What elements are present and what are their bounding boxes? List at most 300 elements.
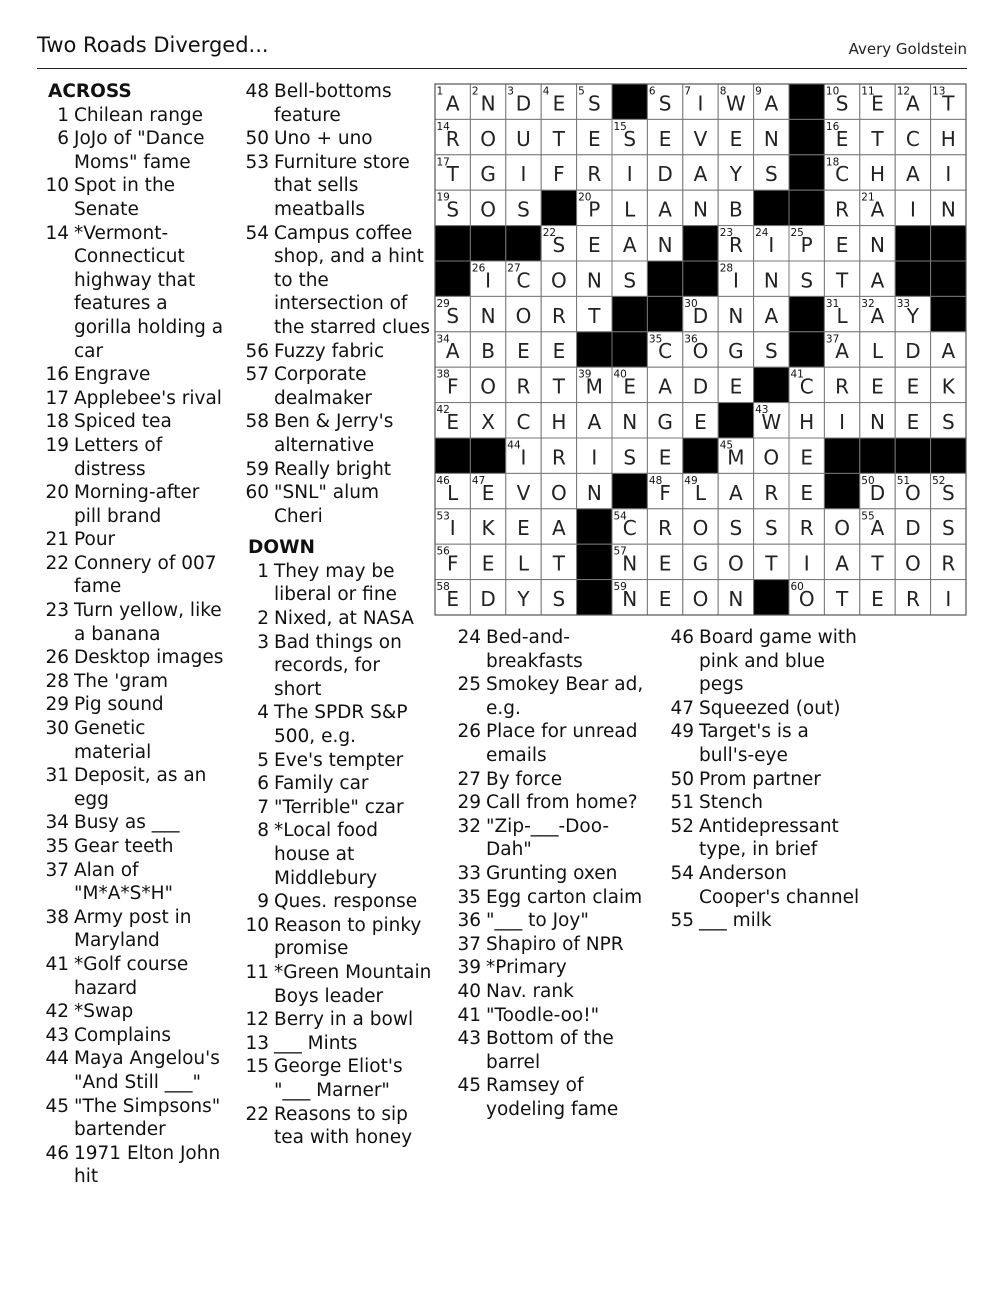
grid-cell[interactable] (789, 438, 824, 473)
grid-cell[interactable] (577, 296, 612, 331)
grid-cell[interactable] (647, 403, 682, 438)
cell-letter: C (799, 374, 814, 399)
across-clue-57[interactable] (242, 363, 432, 410)
grid-cell[interactable] (612, 509, 647, 544)
grid-cell[interactable] (612, 367, 647, 402)
grid-cell[interactable] (789, 509, 824, 544)
down-clue-9[interactable] (242, 890, 432, 914)
grid-cell[interactable] (541, 332, 576, 367)
down-clue-36[interactable] (454, 909, 654, 933)
grid-cell[interactable] (718, 367, 753, 402)
grid-cell[interactable] (895, 332, 930, 367)
across-clue-42[interactable] (42, 1000, 227, 1024)
grid-cell[interactable] (824, 84, 859, 119)
grid-cell[interactable] (718, 261, 753, 296)
grid-cell[interactable] (506, 332, 541, 367)
across-clue-37[interactable] (42, 859, 227, 906)
across-clue-21[interactable] (42, 528, 227, 552)
grid-cell[interactable] (435, 367, 470, 402)
grid-cell[interactable] (895, 509, 930, 544)
grid-cell[interactable] (647, 84, 682, 119)
grid-cell[interactable] (647, 473, 682, 508)
grid-cell[interactable] (577, 438, 612, 473)
grid-cell[interactable] (860, 155, 895, 190)
grid-cell[interactable] (683, 332, 718, 367)
grid-cell[interactable] (931, 544, 966, 579)
grid-cell[interactable] (541, 473, 576, 508)
grid-cell[interactable] (860, 296, 895, 331)
header-divider (37, 68, 967, 69)
cell-number: 32 (861, 297, 875, 310)
across-clue-50[interactable] (242, 127, 432, 151)
grid-cell[interactable] (824, 403, 859, 438)
grid-cell[interactable] (506, 367, 541, 402)
clue-text: ___ milk (699, 910, 772, 932)
grid-cell[interactable] (470, 119, 505, 154)
grid-cell[interactable] (860, 367, 895, 402)
down-clue-27[interactable] (454, 768, 654, 792)
grid-cell[interactable] (435, 403, 470, 438)
across-clue-59[interactable] (242, 458, 432, 482)
grid-cell[interactable] (577, 226, 612, 261)
grid-cell[interactable] (683, 473, 718, 508)
across-clue-6[interactable] (42, 127, 227, 174)
grid-cell[interactable] (754, 84, 789, 119)
grid-cell[interactable] (754, 296, 789, 331)
down-clue-24[interactable] (454, 626, 654, 673)
cell-number: 44 (507, 439, 521, 452)
clue-number: 54 (670, 862, 694, 884)
grid-cell[interactable] (895, 473, 930, 508)
grid-cell[interactable] (789, 261, 824, 296)
grid-cell[interactable] (718, 509, 753, 544)
down-clue-43[interactable] (454, 1027, 654, 1074)
grid-cell[interactable] (895, 544, 930, 579)
cell-letter: G (728, 339, 744, 364)
grid-cell[interactable] (824, 155, 859, 190)
grid-cell[interactable] (754, 544, 789, 579)
grid-cell[interactable] (470, 296, 505, 331)
across-clue-58[interactable] (242, 410, 432, 457)
grid-cell[interactable] (647, 438, 682, 473)
grid-cell[interactable] (683, 509, 718, 544)
down-clue-3[interactable] (242, 631, 432, 702)
cell-number: 30 (684, 297, 698, 310)
grid-cell[interactable] (577, 155, 612, 190)
down-clue-46[interactable] (667, 626, 867, 697)
grid-cell[interactable] (789, 226, 824, 261)
cell-letter: N (728, 303, 744, 328)
across-clue-46[interactable] (42, 1142, 227, 1189)
grid-cell[interactable] (931, 580, 966, 615)
grid-cell[interactable] (895, 155, 930, 190)
grid-cell[interactable] (718, 155, 753, 190)
cell-letter: B (481, 339, 495, 364)
across-clue-38[interactable] (42, 906, 227, 953)
grid-cell[interactable] (470, 403, 505, 438)
black-square (612, 84, 647, 119)
grid-cell[interactable] (577, 261, 612, 296)
grid-cell[interactable] (860, 332, 895, 367)
cell-letter: R (799, 516, 814, 541)
grid-cell[interactable] (718, 190, 753, 225)
across-clue-26[interactable] (42, 646, 227, 670)
grid-cell[interactable] (718, 473, 753, 508)
grid-cell[interactable] (789, 580, 824, 615)
grid-cell[interactable] (541, 261, 576, 296)
cell-letter: R (835, 197, 850, 222)
grid-cell[interactable] (931, 332, 966, 367)
grid-cell[interactable] (470, 84, 505, 119)
grid-cell[interactable] (577, 119, 612, 154)
down-clue-1[interactable] (242, 560, 432, 607)
grid-cell[interactable] (470, 473, 505, 508)
grid-cell[interactable] (541, 438, 576, 473)
across-clue-30[interactable] (42, 717, 227, 764)
grid-cell[interactable] (506, 119, 541, 154)
grid-cell[interactable] (435, 580, 470, 615)
grid-cell[interactable] (683, 155, 718, 190)
clue-number: 46 (45, 1142, 69, 1164)
grid-cell[interactable] (612, 403, 647, 438)
grid-cell[interactable] (895, 580, 930, 615)
grid-cell[interactable] (824, 580, 859, 615)
grid-cell[interactable] (577, 473, 612, 508)
across-clue-54[interactable] (242, 222, 432, 340)
grid-cell[interactable] (647, 119, 682, 154)
grid-cell[interactable] (647, 155, 682, 190)
grid-cell[interactable] (931, 84, 966, 119)
grid-cell[interactable] (612, 580, 647, 615)
grid-cell[interactable] (541, 226, 576, 261)
grid-cell[interactable] (435, 84, 470, 119)
grid-cell[interactable] (470, 367, 505, 402)
down-clue-25[interactable] (454, 673, 654, 720)
cell-letter: T (588, 303, 601, 328)
down-clue-39[interactable] (454, 956, 654, 980)
cell-letter: I (591, 445, 598, 470)
grid-cell[interactable] (860, 190, 895, 225)
grid-cell[interactable] (754, 473, 789, 508)
grid-cell[interactable] (931, 509, 966, 544)
down-clue-5[interactable] (242, 749, 432, 773)
grid-cell[interactable] (435, 332, 470, 367)
down-clue-35[interactable] (454, 886, 654, 910)
grid-cell[interactable] (435, 190, 470, 225)
cell-letter: E (552, 91, 566, 116)
down-clue-22[interactable] (242, 1103, 432, 1150)
grid-cell[interactable] (647, 226, 682, 261)
grid-cell[interactable] (860, 473, 895, 508)
grid-cell[interactable] (824, 544, 859, 579)
across-clue-29[interactable] (42, 693, 227, 717)
crossword-grid[interactable] (434, 83, 967, 616)
across-clue-23[interactable] (42, 599, 227, 646)
grid-cell[interactable] (647, 332, 682, 367)
grid-cell[interactable] (541, 580, 576, 615)
grid-cell[interactable] (860, 226, 895, 261)
grid-cell[interactable] (931, 403, 966, 438)
cell-letter: N (586, 480, 602, 505)
clue-number: 48 (245, 81, 269, 102)
grid-cell[interactable] (506, 84, 541, 119)
grid-cell[interactable] (824, 119, 859, 154)
grid-cell[interactable] (435, 544, 470, 579)
grid-cell[interactable] (824, 261, 859, 296)
cell-letter: N (870, 233, 885, 257)
across-clue-17[interactable] (42, 387, 227, 411)
down-clue-11[interactable] (242, 961, 432, 1008)
down-clue-12[interactable] (242, 1008, 432, 1032)
across-clue-53[interactable] (242, 151, 432, 222)
clue-text: Turn yellow, like a banana (74, 600, 222, 645)
grid-cell[interactable] (824, 367, 859, 402)
grid-cell[interactable] (824, 509, 859, 544)
across-clue-41[interactable] (42, 953, 227, 1000)
grid-cell[interactable] (683, 367, 718, 402)
down-clue-13[interactable] (242, 1032, 432, 1056)
grid-cell[interactable] (789, 544, 824, 579)
across-clue-35[interactable] (42, 835, 227, 859)
grid-cell[interactable] (541, 544, 576, 579)
grid-cell[interactable] (577, 367, 612, 402)
grid-cell[interactable] (860, 544, 895, 579)
grid-cell[interactable] (931, 367, 966, 402)
grid-cell[interactable] (506, 296, 541, 331)
grid-cell[interactable] (824, 296, 859, 331)
grid-cell[interactable] (683, 119, 718, 154)
grid-cell[interactable] (577, 403, 612, 438)
down-clue-37[interactable] (454, 933, 654, 957)
grid-cell[interactable] (506, 155, 541, 190)
grid-cell[interactable] (506, 544, 541, 579)
grid-cell[interactable] (470, 332, 505, 367)
grid-cell[interactable] (718, 544, 753, 579)
down-clue-7[interactable] (242, 796, 432, 820)
grid-cell[interactable] (647, 509, 682, 544)
across-clue-34[interactable] (42, 811, 227, 835)
down-clue-52[interactable] (667, 815, 867, 862)
grid-cell[interactable] (506, 261, 541, 296)
down-clue-32[interactable] (454, 815, 654, 862)
grid-cell[interactable] (683, 190, 718, 225)
grid-cell[interactable] (931, 119, 966, 154)
grid-cell[interactable] (612, 261, 647, 296)
across-clue-56[interactable] (242, 340, 432, 364)
grid-cell[interactable] (470, 544, 505, 579)
cell-letter: T (446, 162, 459, 187)
down-clue-45[interactable] (454, 1074, 654, 1121)
grid-cell[interactable] (577, 190, 612, 225)
grid-cell[interactable] (895, 296, 930, 331)
cell-letter: A (835, 551, 849, 576)
across-clue-43[interactable] (42, 1024, 227, 1048)
down-clue-47[interactable] (667, 697, 867, 721)
grid-cell[interactable] (683, 84, 718, 119)
grid-cell[interactable] (789, 403, 824, 438)
down-clue-33[interactable] (454, 862, 654, 886)
grid-cell[interactable] (754, 119, 789, 154)
down-clue-26[interactable] (454, 720, 654, 767)
grid-cell[interactable] (506, 580, 541, 615)
grid-cell[interactable] (718, 226, 753, 261)
grid-cell[interactable] (506, 190, 541, 225)
across-clue-28[interactable] (42, 670, 227, 694)
across-clue-19[interactable] (42, 434, 227, 481)
grid-cell[interactable] (541, 367, 576, 402)
grid-cell[interactable] (895, 84, 930, 119)
cell-letter: N (622, 587, 638, 611)
cell-number: 56 (436, 545, 450, 558)
down-clue-4[interactable] (242, 701, 432, 748)
grid-cell[interactable] (824, 190, 859, 225)
grid-cell[interactable] (647, 544, 682, 579)
grid-cell[interactable] (754, 226, 789, 261)
grid-cell[interactable] (506, 403, 541, 438)
grid-cell[interactable] (683, 296, 718, 331)
grid-cell[interactable] (470, 580, 505, 615)
grid-cell[interactable] (718, 296, 753, 331)
grid-cell[interactable] (435, 473, 470, 508)
down-clue-41[interactable] (454, 1004, 654, 1028)
grid-cell[interactable] (824, 226, 859, 261)
grid-cell[interactable] (612, 438, 647, 473)
grid-cell[interactable] (612, 226, 647, 261)
grid-cell[interactable] (435, 509, 470, 544)
down-clue-40[interactable] (454, 980, 654, 1004)
grid-cell[interactable] (470, 261, 505, 296)
grid-cell[interactable] (860, 261, 895, 296)
grid-cell[interactable] (895, 403, 930, 438)
grid-cell[interactable] (718, 580, 753, 615)
grid-cell[interactable] (754, 509, 789, 544)
grid-cell[interactable] (435, 296, 470, 331)
down-clue-50[interactable] (667, 768, 867, 792)
grid-cell[interactable] (683, 403, 718, 438)
grid-cell[interactable] (789, 473, 824, 508)
cell-number: 43 (755, 404, 769, 417)
grid-cell[interactable] (612, 155, 647, 190)
clue-text: Letters of distress (74, 434, 163, 480)
grid-cell[interactable] (541, 84, 576, 119)
grid-cell[interactable] (541, 403, 576, 438)
grid-cell[interactable] (577, 84, 612, 119)
grid-cell[interactable] (435, 119, 470, 154)
across-clue-44[interactable] (42, 1047, 227, 1094)
across-clue-14[interactable] (42, 222, 227, 364)
cell-number: 24 (755, 227, 769, 240)
grid-cell[interactable] (860, 119, 895, 154)
grid-cell[interactable] (754, 261, 789, 296)
down-clue-15[interactable] (242, 1055, 432, 1102)
grid-cell[interactable] (931, 190, 966, 225)
across-clue-18[interactable] (42, 410, 227, 434)
clue-text: Reason to pinky promise (274, 914, 422, 960)
grid-cell[interactable] (506, 509, 541, 544)
grid-cell[interactable] (470, 190, 505, 225)
grid-cell[interactable] (789, 367, 824, 402)
grid-cell[interactable] (683, 544, 718, 579)
grid-cell[interactable] (895, 119, 930, 154)
across-clue-45[interactable] (42, 1095, 227, 1142)
grid-cell[interactable] (931, 473, 966, 508)
across-clue-31[interactable] (42, 764, 227, 811)
down-clue-29[interactable] (454, 791, 654, 815)
grid-cell[interactable] (754, 332, 789, 367)
down-clue-49[interactable] (667, 720, 867, 767)
across-clue-60[interactable] (242, 481, 432, 528)
grid-cell[interactable] (718, 84, 753, 119)
grid-cell[interactable] (647, 367, 682, 402)
grid-cell[interactable] (435, 155, 470, 190)
grid-cell[interactable] (754, 155, 789, 190)
cell-number: 58 (436, 581, 450, 594)
clue-number: 34 (45, 812, 69, 834)
grid-cell[interactable] (541, 509, 576, 544)
grid-cell[interactable] (754, 438, 789, 473)
grid-cell[interactable] (824, 332, 859, 367)
grid-cell[interactable] (612, 544, 647, 579)
grid-cell[interactable] (860, 403, 895, 438)
cell-letter: A (764, 91, 779, 116)
grid-cell[interactable] (647, 190, 682, 225)
grid-cell[interactable] (931, 155, 966, 190)
grid-cell[interactable] (895, 190, 930, 225)
grid-cell[interactable] (754, 403, 789, 438)
down-clue-6[interactable] (242, 772, 432, 796)
black-square (470, 438, 505, 473)
grid-cell[interactable] (860, 580, 895, 615)
across-clue-1[interactable] (42, 104, 227, 128)
cell-letter: N (657, 233, 673, 257)
across-clue-20[interactable] (42, 481, 227, 528)
grid-cell[interactable] (860, 509, 895, 544)
grid-cell[interactable] (683, 580, 718, 615)
clue-text: *Local food house at Middlebury (274, 820, 378, 889)
down-clue-51[interactable] (667, 791, 867, 815)
grid-cell[interactable] (541, 155, 576, 190)
clue-text: Chilean range (74, 104, 204, 126)
grid-cell[interactable] (860, 84, 895, 119)
down-clue-8[interactable] (242, 819, 432, 890)
grid-cell[interactable] (718, 438, 753, 473)
across-clue-22[interactable] (42, 552, 227, 599)
grid-cell[interactable] (506, 473, 541, 508)
down-clue-10[interactable] (242, 914, 432, 961)
grid-cell[interactable] (718, 119, 753, 154)
cell-letter: O (480, 374, 496, 399)
clue-text: The 'gram (74, 670, 169, 692)
grid-cell[interactable] (470, 509, 505, 544)
cell-number: 49 (684, 474, 698, 487)
grid-cell[interactable] (718, 332, 753, 367)
grid-cell[interactable] (612, 119, 647, 154)
grid-cell[interactable] (647, 580, 682, 615)
down-clue-2[interactable] (242, 607, 432, 631)
grid-cell[interactable] (541, 296, 576, 331)
grid-cell[interactable] (506, 438, 541, 473)
across-clue-48[interactable] (242, 80, 432, 127)
across-clue-10[interactable] (42, 174, 227, 221)
grid-cell[interactable] (470, 155, 505, 190)
grid-cell[interactable] (612, 190, 647, 225)
grid-cell[interactable] (895, 367, 930, 402)
down-clue-55[interactable] (667, 909, 867, 933)
grid-cell[interactable] (541, 119, 576, 154)
down-clue-54[interactable] (667, 862, 867, 909)
across-clue-16[interactable] (42, 363, 227, 387)
cell-letter: T (871, 551, 884, 576)
